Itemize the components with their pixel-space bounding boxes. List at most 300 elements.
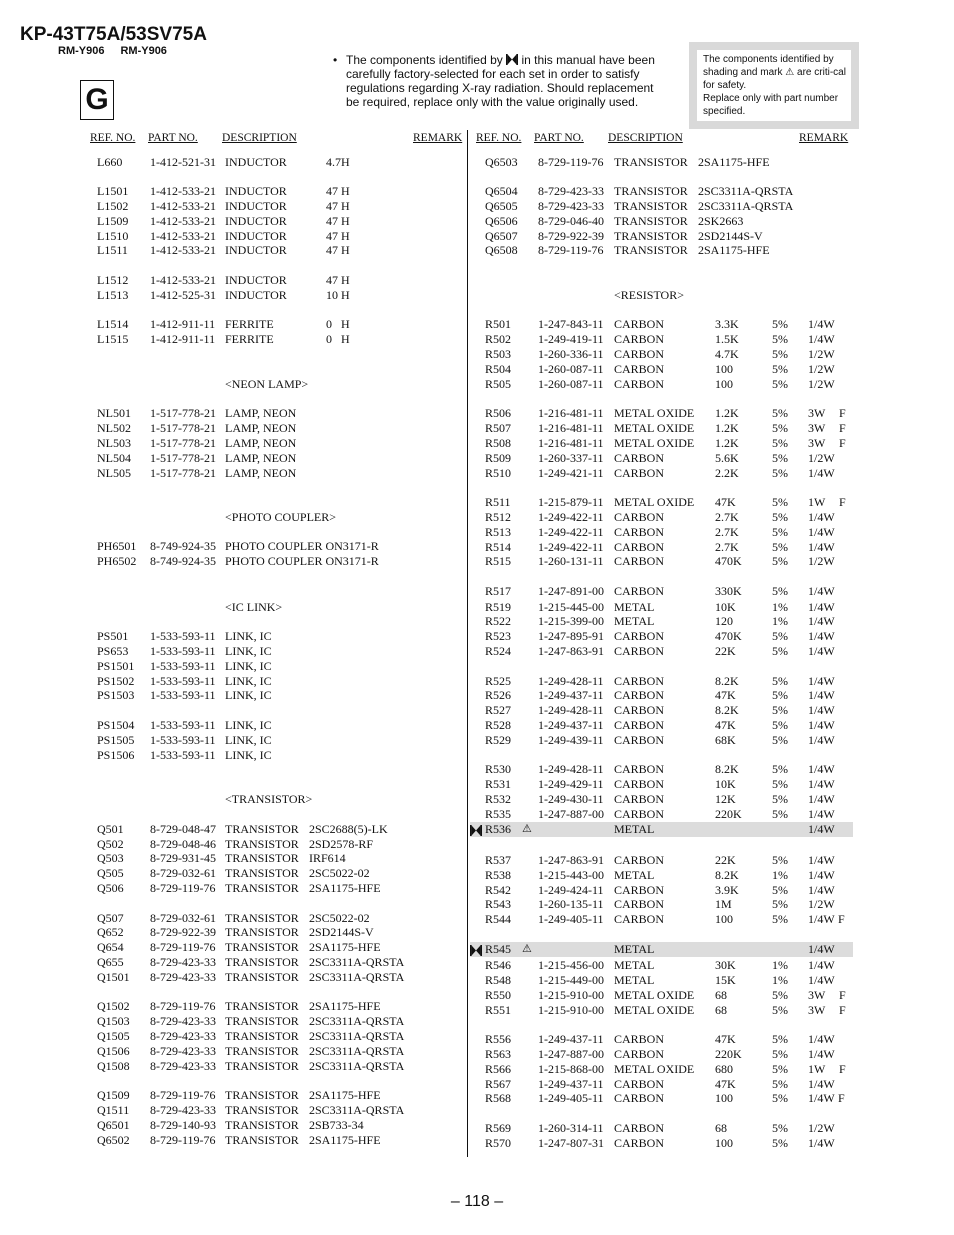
ref-no: Q1509 [97,1088,130,1102]
description: METAL OXIDE [614,436,695,450]
tolerance: 5% [772,1047,788,1061]
resistance-value: 47K [715,718,736,732]
resistance-value: 3.9K [715,883,739,897]
wattage: 1/4W [808,777,835,791]
part-row [0,421,466,436]
wattage: 1/2W [808,362,835,376]
wattage: 1/4W [808,317,835,331]
tolerance: 5% [772,406,788,420]
part-no: 8-729-119-76 [538,243,604,257]
ref-no: Q6504 [485,184,518,198]
safety-line-1: The components identified by shading and mark [703,54,834,78]
ref-no: L1510 [97,229,129,243]
remark-header: REMARK [799,132,849,144]
ref-no: Q6506 [485,214,518,228]
part-no: 8-749-924-35 [150,554,216,568]
description: TRANSISTOR [225,1088,299,1102]
ref-no: R525 [485,674,512,688]
wattage: 1/2W [808,554,835,568]
ref-no: R507 [485,421,512,435]
tolerance: 1% [772,973,788,987]
wattage: 1/4W [808,703,835,717]
ref-no: NL502 [97,421,131,435]
resistance-value: 120 [715,614,733,628]
part-no: 1-412-911-11 [150,317,216,331]
wattage: 1/4W [808,540,835,554]
part-row [0,1133,466,1148]
tolerance: 5% [772,466,788,480]
tolerance: 5% [772,1121,788,1135]
description: LAMP, NEON [225,406,297,420]
part-no: 8-729-048-47 [150,822,216,836]
part-no: 1-533-593-11 [150,718,216,732]
part-row [0,940,466,955]
part-row [0,1118,466,1133]
part-no: 1-517-778-21 [150,421,216,435]
tolerance: 5% [772,377,788,391]
ref-no: Q1505 [97,1029,130,1043]
page-number: – 118 – [450,1193,504,1210]
ref-no: PS1504 [97,718,135,732]
resistance-value: 68 [715,1003,727,1017]
description: CARBON [614,1077,665,1091]
description: CARBON [614,466,665,480]
wattage: 3W [808,421,826,435]
part-row [470,510,853,525]
wattage: 1/4W [808,822,835,836]
part-no: 8-729-423-33 [150,1059,216,1073]
value: 47 [326,273,338,287]
ref-no: R506 [485,406,512,420]
part-row [470,155,853,170]
part-no: 1-260-087-11 [538,362,604,376]
description: INDUCTOR [225,273,287,287]
wattage: 1/4W [808,1077,835,1091]
part-row [0,332,466,347]
resistance-value: 22K [715,853,736,867]
resistance-value: 100 [715,1136,733,1150]
description: TRANSISTOR [225,881,299,895]
part-type: 2SK2663 [698,214,744,228]
ref-no: R526 [485,688,512,702]
part-row [470,243,853,258]
part-type: 2SC3311A-QRSTA [309,970,405,984]
wattage: 1/4W [808,942,835,956]
description: METAL OXIDE [614,406,695,420]
part-no: 1-249-424-11 [538,883,604,897]
part-row [470,584,853,599]
tolerance: 5% [772,807,788,821]
description: TRANSISTOR [225,940,299,954]
part-row [470,792,853,807]
tolerance: 5% [772,421,788,435]
wattage: 1/4W [808,510,835,524]
tolerance: 5% [772,777,788,791]
part-no: 1-412-533-21 [150,273,216,287]
part-no: 8-729-032-61 [150,911,216,925]
wattage: 1/2W [808,347,835,361]
unit: H [341,184,350,198]
description: CARBON [614,853,665,867]
wattage: 1/4W [808,853,835,867]
description: TRANSISTOR [614,184,688,198]
description: TRANSISTOR [225,925,299,939]
ref-no: PS1502 [97,674,135,688]
resistance-value: 8.2K [715,762,739,776]
wattage: 1/2W [808,451,835,465]
part-no: 8-729-423-33 [150,1044,216,1058]
part-row [470,868,853,883]
part-row [0,822,466,837]
ref-no: R511 [485,495,511,509]
fusible-flag: F [839,988,846,1002]
tolerance: 1% [772,614,788,628]
description: METAL OXIDE [614,1003,695,1017]
ref-no: PS1505 [97,733,135,747]
part-no: 8-729-423-33 [150,1014,216,1028]
unit: H [341,273,350,287]
description: METAL [614,600,655,614]
part-no: 1-215-443-00 [538,868,604,882]
part-row [470,184,853,199]
part-no: 1-215-868-00 [538,1062,604,1076]
resistance-value: 47K [715,1032,736,1046]
part-no: 1-260-337-11 [538,451,604,465]
warning-triangle-icon: ⚠ [785,67,795,78]
ref-no: R550 [485,988,512,1002]
ref-no: L1513 [97,288,129,302]
remote-models [58,45,183,58]
description: LINK, IC [225,688,272,702]
tolerance: 5% [772,883,788,897]
part-type: 2SA1175-HFE [309,1088,381,1102]
part-row [0,451,466,466]
resistance-value: 1.2K [715,406,739,420]
part-no-header: PART NO. [534,132,584,144]
description: TRANSISTOR [614,214,688,228]
part-no: 8-729-119-76 [150,999,216,1013]
part-no: 1-412-521-31 [150,155,216,169]
part-no: 1-215-910-00 [538,988,604,1002]
description: LINK, IC [225,748,272,762]
part-type: 2SC3311A-QRSTA [698,184,794,198]
wattage: 1/4W [808,584,835,598]
ref-no: L1515 [97,332,129,346]
part-row [470,777,853,792]
ref-no-header: REF. NO. [90,132,136,144]
description: TRANSISTOR [225,1133,299,1147]
description: CARBON [614,451,665,465]
description-header: DESCRIPTION [222,132,297,144]
ref-no: R530 [485,762,512,776]
description: CARBON [614,377,665,391]
wattage: 1/4W [808,644,835,658]
part-no: 8-729-922-39 [538,229,604,243]
resistance-value: 330K [715,584,742,598]
tolerance: 5% [772,897,788,911]
section-title: <NEON LAMP> [225,377,309,391]
ref-no: NL501 [97,406,131,420]
part-no: 1-216-481-11 [538,436,604,450]
ref-no: R504 [485,362,512,376]
fusible-flag: F [839,495,846,509]
description: TRANSISTOR [225,999,299,1013]
part-row [470,958,853,973]
ref-no: R537 [485,853,512,867]
part-no: 1-249-437-11 [538,1032,604,1046]
resistance-value: 100 [715,377,733,391]
part-no: 1-249-422-11 [538,540,604,554]
resistance-value: 470K [715,629,742,643]
ref-no: R532 [485,792,512,806]
tolerance: 5% [772,1091,788,1105]
ref-no: Q1501 [97,970,130,984]
part-row [470,214,853,229]
wattage: 1/4W [808,629,835,643]
part-type: 2SA1175-HFE [309,1133,381,1147]
safety-critical-row [470,822,853,837]
ref-no: R543 [485,897,512,911]
wattage: 3W [808,988,826,1002]
ref-no: Q505 [97,866,124,880]
part-no: 8-729-048-46 [150,837,216,851]
part-no: 1-249-422-11 [538,510,604,524]
resistance-value: 47K [715,1077,736,1091]
wattage: 3W [808,1003,826,1017]
ref-no: PS1501 [97,659,135,673]
part-no: 1-533-593-11 [150,688,216,702]
part-row [0,629,466,644]
description: CARBON [614,347,665,361]
ref-no: R545 [485,942,512,956]
ref-no: R514 [485,540,512,554]
part-row [470,853,853,868]
tolerance: 5% [772,762,788,776]
warning-triangle-icon: ⚠ [522,823,532,835]
wattage: 1/4W [808,1136,835,1150]
ref-no: L1502 [97,199,129,213]
tolerance: 1% [772,600,788,614]
description: CARBON [614,1032,665,1046]
part-row [0,436,466,451]
xray-note-text-before: The components identified by [346,53,503,67]
xray-mark-icon [506,54,518,65]
wattage: 3W [808,436,826,450]
ref-no: NL504 [97,451,131,465]
wattage: 1/4W [808,807,835,821]
part-no: 1-260-135-11 [538,897,604,911]
part-row [0,748,466,763]
part-no: 1-260-131-11 [538,554,604,568]
part-no: 8-729-423-33 [538,184,604,198]
tolerance: 5% [772,540,788,554]
ref-no: Q1508 [97,1059,130,1073]
value: 10 [326,288,338,302]
ref-no: R546 [485,958,512,972]
description: TRANSISTOR [614,199,688,213]
value: 47 [326,214,338,228]
resistance-value: 47K [715,688,736,702]
part-row [470,540,853,555]
ref-no: R531 [485,777,512,791]
ref-no: R551 [485,1003,512,1017]
part-row [0,688,466,703]
part-type: 2SC2688(5)-LK [309,822,388,836]
ref-no: R538 [485,868,512,882]
value: 0 [326,317,332,331]
description: TRANSISTOR [225,851,299,865]
tolerance: 5% [772,1003,788,1017]
warning-triangle-icon: ⚠ [522,943,532,955]
description: CARBON [614,1047,665,1061]
description: CARBON [614,584,665,598]
unit: H [341,229,350,243]
description: LAMP, NEON [225,436,297,450]
description: METAL OXIDE [614,988,695,1002]
tolerance: 5% [772,629,788,643]
part-no-header: PART NO. [148,132,198,144]
ref-no: Q502 [97,837,124,851]
tolerance: 5% [772,733,788,747]
description: INDUCTOR [225,214,287,228]
safety-critical-row [470,942,853,957]
part-type: 2SC5022-02 [309,911,370,925]
part-no: 1-533-593-11 [150,629,216,643]
description: TRANSISTOR [225,1059,299,1073]
description: TRANSISTOR [225,1014,299,1028]
ref-no: R522 [485,614,512,628]
wattage: 1/4W [808,762,835,776]
part-row [470,1003,853,1018]
unit: H [341,155,350,169]
description: CARBON [614,688,665,702]
description: CARBON [614,912,665,926]
description: LINK, IC [225,718,272,732]
part-row [0,718,466,733]
part-no: 1-216-481-11 [538,421,604,435]
part-no: 1-533-593-11 [150,748,216,762]
part-row [470,199,853,214]
description: INDUCTOR [225,155,287,169]
part-no: 1-412-533-21 [150,243,216,257]
part-row [0,851,466,866]
part-no: 1-249-421-11 [538,466,604,480]
fusible-flag: F [839,436,846,450]
description: PHOTO COUPLER ON3171-R [225,539,379,553]
ref-no: Q1502 [97,999,130,1013]
part-row [470,1091,853,1106]
part-type: 2SA1175-HFE [698,155,770,169]
part-row [470,466,853,481]
part-row [470,451,853,466]
part-no: 1-249-428-11 [538,703,604,717]
ref-no: L1512 [97,273,129,287]
description: CARBON [614,644,665,658]
resistance-value: 3.3K [715,317,739,331]
description: CARBON [614,703,665,717]
description: TRANSISTOR [225,911,299,925]
resistance-value: 8.2K [715,868,739,882]
description: TRANSISTOR [225,837,299,851]
column-divider [467,130,468,1157]
wattage: 1/4W [808,958,835,972]
description: INDUCTOR [225,288,287,302]
ref-no: L1509 [97,214,129,228]
wattage: 1/4W [808,868,835,882]
remote-model-1: RM-Y906 [58,45,105,57]
ref-no: Q6501 [97,1118,130,1132]
ref-no: Q6502 [97,1133,130,1147]
wattage: 1/4W [808,883,835,897]
part-row [470,317,853,332]
part-row [0,1059,466,1074]
tolerance: 5% [772,718,788,732]
part-no: 1-260-087-11 [538,377,604,391]
resistance-value: 68K [715,733,736,747]
right-column-header [0,130,954,146]
section-title: <IC LINK> [225,600,283,614]
description: FERRITE [225,317,274,331]
description: TRANSISTOR [614,243,688,257]
tolerance: 1% [772,958,788,972]
part-type: 2SA1175-HFE [309,940,381,954]
part-row [0,999,466,1014]
ref-no: Q503 [97,851,124,865]
part-no: 1-247-863-91 [538,644,604,658]
description: METAL [614,614,655,628]
ref-no: Q654 [97,940,124,954]
part-no: 8-729-922-39 [150,925,216,939]
safety-notice-box [689,42,859,129]
part-type: 2SC3311A-QRSTA [309,1014,405,1028]
ref-no: NL503 [97,436,131,450]
section-title: <TRANSISTOR> [225,792,313,806]
part-type: 2SD2578-RF [309,837,374,851]
ref-no: R509 [485,451,512,465]
part-no: 1-247-887-00 [538,807,604,821]
part-no: 1-412-525-31 [150,288,216,302]
part-no: 1-533-593-11 [150,733,216,747]
part-row [0,199,466,214]
resistance-value: 4.7K [715,347,739,361]
tolerance: 5% [772,1077,788,1091]
part-row [470,614,853,629]
wattage: 1/4W [808,1091,835,1105]
tolerance: 5% [772,332,788,346]
tolerance: 5% [772,584,788,598]
part-no: 1-412-533-21 [150,184,216,198]
description: LINK, IC [225,644,272,658]
ref-no: Q507 [97,911,124,925]
resistance-value: 1M [715,897,732,911]
part-no: 1-249-422-11 [538,525,604,539]
part-row [0,881,466,896]
description: TRANSISTOR [225,822,299,836]
ref-no: Q6507 [485,229,518,243]
part-row [470,674,853,689]
part-row [470,688,853,703]
description: LAMP, NEON [225,421,297,435]
part-no: 8-729-119-76 [150,940,216,954]
description: LINK, IC [225,733,272,747]
description: CARBON [614,777,665,791]
wattage: 1/2W [808,897,835,911]
ref-no: L1511 [97,243,128,257]
part-no: 1-247-891-00 [538,584,604,598]
value: 4.7 [326,155,341,169]
part-no: 1-247-895-91 [538,629,604,643]
unit: H [341,199,350,213]
